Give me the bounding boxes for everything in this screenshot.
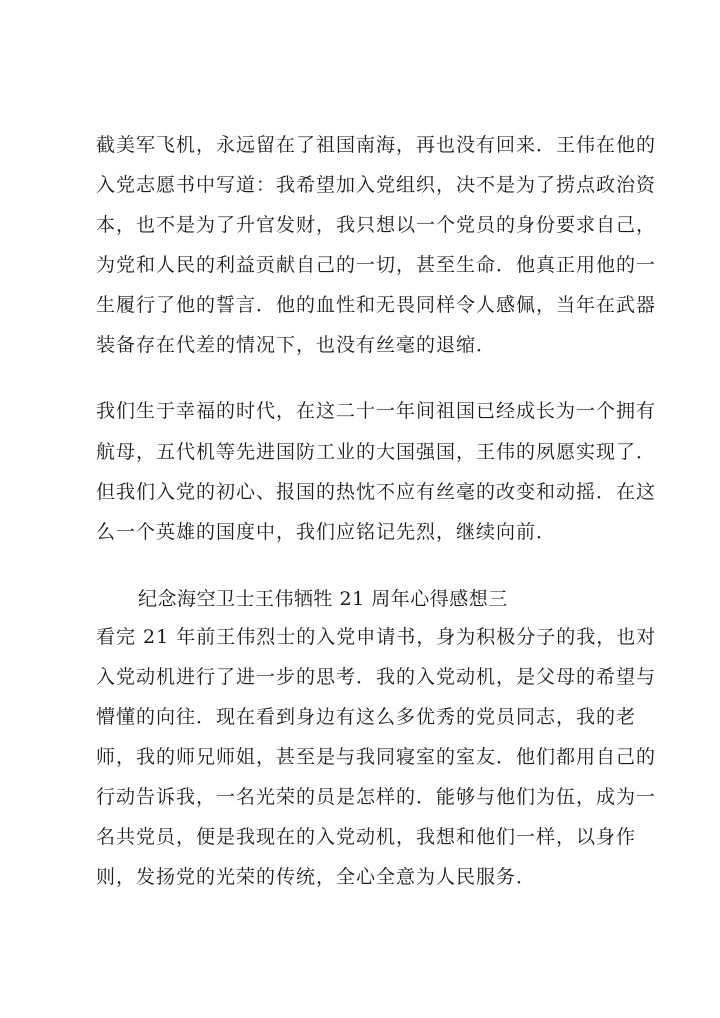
section-title: 纪念海空卫士王伟牺牲 21 周年心得感想三 [138,588,508,610]
text-line: 装备存在代差的情况下，也没有丝毫的退缩． [96,334,497,356]
text-line: 本，也不是为了升官发财，我只想以一个党员的身份要求自己， [96,214,657,236]
text-line: 入党志愿书中写道：我希望加入党组织，决不是为了捞点政治资 [96,174,657,196]
text-line: 行动告诉我，一名光荣的员是怎样的．能够与他们为伍，成为一 [96,786,657,808]
text-line: 生履行了他的誓言．他的血性和无畏同样令人感佩，当年在武器 [96,294,657,316]
text-line: 截美军飞机，永远留在了祖国南海，再也没有回来．王伟在他的 [96,134,657,156]
text-line: 师，我的师兄师姐，甚至是与我同寝室的室友．他们都用自己的 [96,746,657,768]
text-line: 看完 21 年前王伟烈士的入党申请书，身为积极分子的我，也对 [96,626,657,648]
text-line: 但我们入党的初心、报国的热忱不应有丝毫的改变和动摇．在这 [96,481,657,503]
text-line: 么一个英雄的国度中，我们应铭记先烈，继续向前． [96,521,557,543]
text-line: 航母，五代机等先进国防工业的大国强国，王伟的夙愿实现了． [96,441,657,463]
text-line: 懵懂的向往．现在看到身边有这么多优秀的党员同志，我的老 [96,706,637,728]
text-line: 为党和人民的利益贡献自己的一切，甚至生命．他真正用他的一 [96,254,657,276]
text-line: 我们生于幸福的时代，在这二十一年间祖国已经成长为一个拥有 [96,400,657,422]
text-line: 名共党员，便是我现在的入党动机，我想和他们一样，以身作 [96,826,637,848]
text-line: 入党动机进行了进一步的思考．我的入党动机，是父母的希望与 [96,666,657,688]
text-line: 则，发扬党的光荣的传统，全心全意为人民服务． [96,866,537,888]
